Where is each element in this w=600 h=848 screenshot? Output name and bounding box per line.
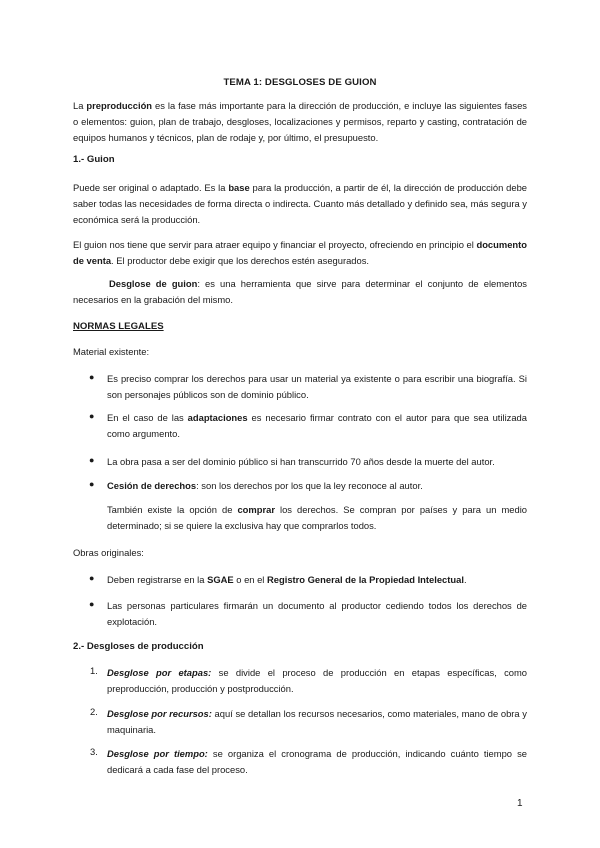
- list-number: 3.: [90, 746, 98, 757]
- bullet-icon: ●: [89, 573, 95, 583]
- text: : es una herramienta que sirve para determinar el conjunto de elementos necesarios en la grabación del mismo.: [73, 278, 527, 305]
- bullet-item-5: [107, 572, 527, 588]
- text: aquí se detallan los recursos necesarios, como materiales, mano de obra y maquinaria.: [107, 708, 527, 735]
- intro-bold: preproducción: [86, 100, 153, 111]
- bullet-item-6: Las personas particulares firmarán un documento al productor cediendo todos los derechos de explotación.: [107, 600, 527, 627]
- bullet-item-4: [107, 478, 527, 494]
- text: : son los derechos por los que la ley reconoce al autor.: [196, 480, 423, 491]
- intro-text: La: [73, 100, 87, 111]
- text: se organiza el cronograma de producción, indicando cuánto tiempo se dedicará a cada fase del proceso.: [107, 748, 527, 775]
- bullet-item-3: La obra pasa a ser del dominio público si han transcurrido 70 años desde la muerte del autor.: [107, 456, 495, 467]
- bullet-icon: ●: [89, 455, 95, 465]
- obras-label: Obras originales:: [73, 547, 144, 558]
- section-2-heading: 2.- Desgloses de producción: [73, 641, 204, 652]
- bold-text: SGAE: [207, 574, 234, 585]
- text: .: [463, 574, 467, 585]
- bold-italic-text: Desglose por etapas:: [107, 667, 212, 678]
- material-label: Material existente:: [73, 346, 150, 357]
- bullet-icon: ●: [89, 599, 95, 609]
- text: se divide el proceso de producción en etapas específicas, como preproducción, producción y postproducción.: [107, 667, 528, 694]
- bold-text: Registro General de la Propiedad Intelectual: [267, 574, 464, 585]
- guion-paragraph-1: [73, 180, 527, 228]
- text: para la producción, a partir de él, la dirección de producción debe saber todas las necesidades de forma directa o indirecta. Cuanto más detallado y definido sea, más segura y económica será la producción.: [73, 182, 528, 225]
- cesion-detail: [107, 502, 527, 534]
- bold-text: Cesión de derechos: [107, 480, 197, 491]
- intro-paragraph: [73, 98, 527, 146]
- desglose-paragraph: [73, 276, 527, 308]
- text: El guion nos tiene que servir para atraer equipo y financiar el proyecto, ofreciendo en principio el: [73, 239, 477, 250]
- numbered-item-1: [107, 665, 527, 697]
- page-title: TEMA 1: DESGLOSES DE GUION: [223, 77, 377, 88]
- bold-text: comprar: [237, 504, 275, 515]
- list-number: 2.: [90, 706, 98, 717]
- numbered-item-3: [107, 746, 527, 778]
- bullet-icon: ●: [89, 411, 95, 421]
- list-number: 1.: [90, 665, 98, 676]
- text: También existe la opción de: [107, 504, 238, 515]
- bullet-icon: ●: [89, 479, 95, 489]
- bold-italic-text: Desglose por recursos:: [107, 708, 212, 719]
- bullet-item-1: Es preciso comprar los derechos para usar un material ya existente o para escribir una biografía. Si son personajes públicos son de dominio público.: [107, 373, 527, 400]
- text: Puede ser original o adaptado. Es la: [73, 182, 229, 193]
- bold-text: documento de venta: [73, 239, 527, 266]
- text: En el caso de las: [107, 412, 188, 423]
- text: . El productor debe exigir que los derechos estén asegurados.: [111, 255, 370, 266]
- section-1-heading: 1.- Guion: [73, 154, 115, 165]
- bullet-item-2: [107, 410, 527, 442]
- intro-text-2: es la fase más importante para la dirección de producción, e incluye las siguientes fases o elementos: guion, plan de trabajo, desgloses, localizaciones y permisos, reparto y casting, contratación de equipos humanos y técnicos, plan de rodaje y, por último, el presupuesto.: [73, 100, 527, 143]
- normas-heading: NORMAS LEGALES: [73, 321, 164, 332]
- bullet-icon: ●: [89, 372, 95, 382]
- text: o en el: [233, 574, 267, 585]
- text: es necesario firmar contrato con el autor para que sea utilizada como argumento.: [107, 412, 527, 439]
- bold-italic-text: Desglose por tiempo:: [107, 748, 208, 759]
- bold-text: base: [228, 182, 250, 193]
- bold-text: adaptaciones: [187, 412, 248, 423]
- guion-paragraph-2: [73, 237, 527, 269]
- numbered-item-2: [107, 706, 527, 738]
- text: Deben registrarse en la: [107, 574, 208, 585]
- bold-text: Desglose de guion: [109, 278, 198, 289]
- text: los derechos. Se compran por países y para un medio determinado; si se quiere la exclusiva hay que comprarlos todos.: [107, 504, 527, 531]
- page-number: 1: [517, 798, 523, 809]
